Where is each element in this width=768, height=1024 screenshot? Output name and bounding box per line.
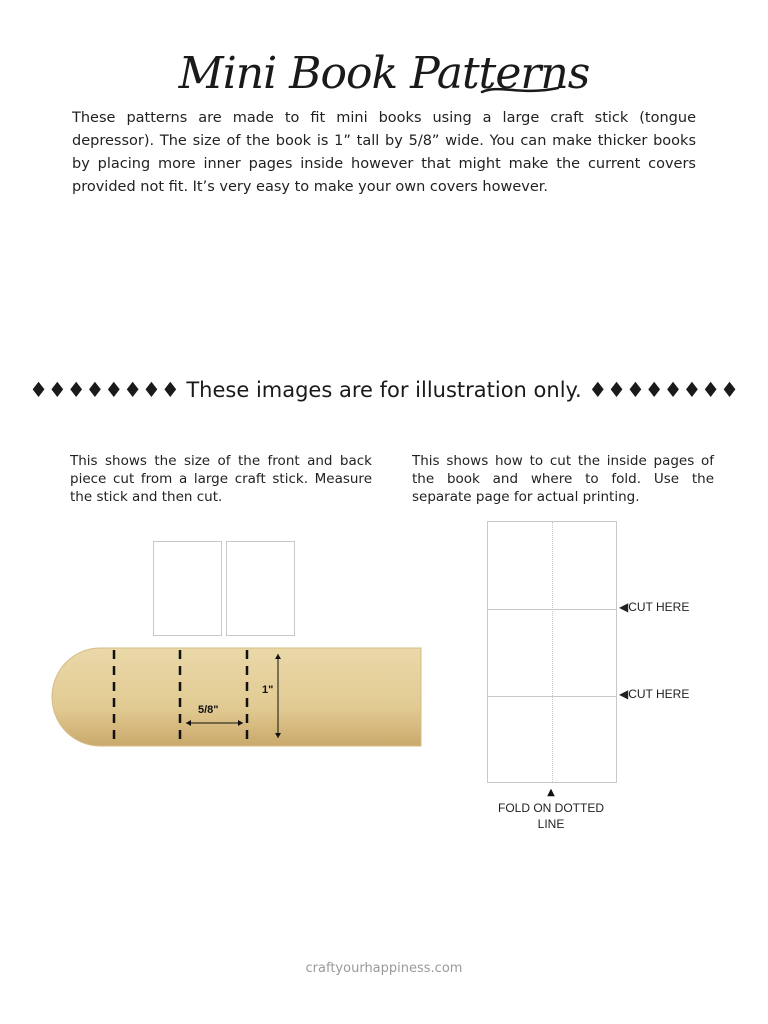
fold-instruction-label: FOLD ON DOTTED LINE [497,801,604,831]
intro-paragraph: These patterns are made to fit mini books using a large craft stick (tongue depressor). The size of the book is 1” tall by 5/8” wide. You can make thicker books by placing more inner pages inside however that might make the current covers provided not fit. It’s very easy to make your own covers however. [72,110,696,195]
back-cover-piece [226,541,295,636]
inside-pages-diagram [487,521,617,783]
cut-here-label-upper: ◀CUT HERE [619,600,690,614]
cut-line-lower [488,696,616,697]
title-swash-decoration [480,80,560,100]
cut-here-label-lower: ◀CUT HERE [619,687,690,701]
cut-line-upper [488,609,616,610]
fold-arrow-icon: ▲ [547,787,555,798]
craft-stick-graphic [50,646,422,750]
page-title: Mini Book Patterns [178,48,590,99]
footer-website: craftyourhappiness.com [305,961,463,976]
cover-description: This shows the size of the front and back piece cut from a large craft stick. Measure the stick and then cut. [70,453,372,505]
pages-description: This shows how to cut the inside pages of the book and where to fold. Use the separate page for actual printing. [412,453,714,505]
front-cover-piece [153,541,222,636]
fold-dotted-line [552,522,553,782]
height-measurement-label: 1" [262,684,274,696]
width-measurement-label: 5/8" [198,704,219,716]
illustration-notice: ♦♦♦♦♦♦♦♦ These images are for illustration only. ♦♦♦♦♦♦♦♦ [29,378,739,402]
craft-stick-illustration [50,646,422,754]
